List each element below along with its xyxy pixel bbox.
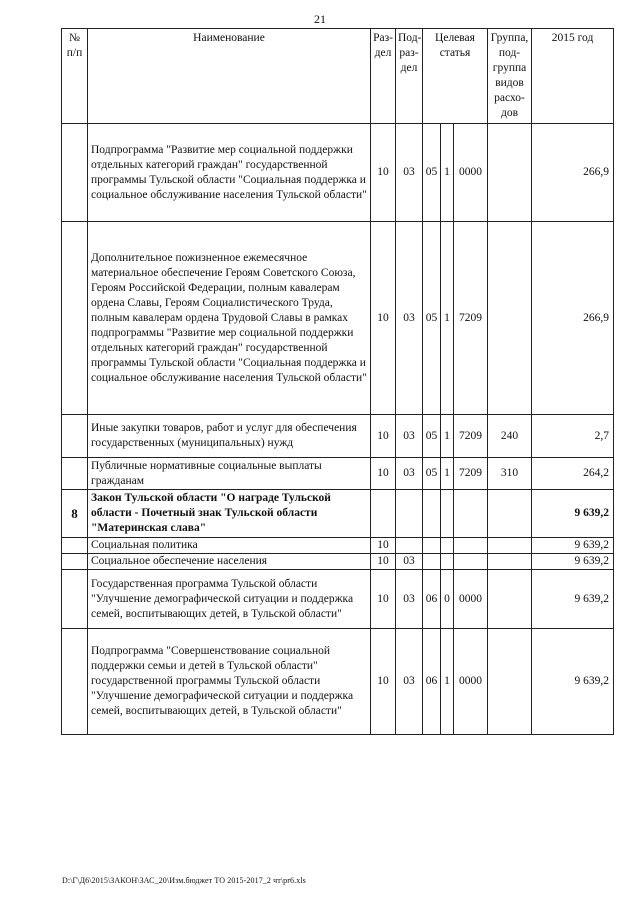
table-row: [62, 538, 614, 554]
header-razdel: Раз-дел: [371, 29, 396, 124]
row-target-code: [454, 554, 488, 570]
row-target-subprogram: [441, 490, 454, 538]
row-razdel: 10: [371, 458, 396, 490]
header-group: Группа, под-группа видов расхо-дов: [488, 29, 532, 124]
row-target-code: 7209: [454, 222, 488, 415]
budget-table: [61, 28, 614, 735]
row-target-code: 0000: [454, 124, 488, 222]
row-podrazdel: 03: [396, 415, 423, 458]
table-row: [62, 222, 614, 415]
table-header: [62, 29, 614, 124]
table-row: [62, 554, 614, 570]
row-name: Иные закупки товаров, работ и услуг для обеспечения государственных (муниципальных) нужд: [88, 415, 371, 458]
row-group: 310: [488, 458, 532, 490]
row-podrazdel: [396, 538, 423, 554]
row-target-program: [423, 490, 441, 538]
table-row: [62, 124, 614, 222]
row-amount: 264,2: [532, 458, 614, 490]
row-target-program: 05: [423, 124, 441, 222]
header-year: 2015 год: [532, 29, 614, 124]
row-target-program: 06: [423, 570, 441, 629]
row-amount: 9 639,2: [532, 538, 614, 554]
row-razdel: 10: [371, 124, 396, 222]
row-razdel: 10: [371, 629, 396, 735]
row-num: [62, 538, 88, 554]
row-num: [62, 124, 88, 222]
row-target-subprogram: 1: [441, 458, 454, 490]
row-group: [488, 629, 532, 735]
row-num: [62, 458, 88, 490]
row-num: [62, 554, 88, 570]
row-amount: 2,7: [532, 415, 614, 458]
row-target-subprogram: 1: [441, 124, 454, 222]
row-podrazdel: 03: [396, 554, 423, 570]
row-amount: 9 639,2: [532, 554, 614, 570]
row-num: [62, 629, 88, 735]
row-group: [488, 570, 532, 629]
row-podrazdel: 03: [396, 570, 423, 629]
header-podrazdel: Под-раз-дел: [396, 29, 423, 124]
row-target-program: 06: [423, 629, 441, 735]
row-name: Публичные нормативные социальные выплаты гражданам: [88, 458, 371, 490]
row-podrazdel: 03: [396, 629, 423, 735]
row-name: Социальная политика: [88, 538, 371, 554]
row-group: 240: [488, 415, 532, 458]
row-group: [488, 490, 532, 538]
row-target-subprogram: [441, 538, 454, 554]
row-podrazdel: 03: [396, 222, 423, 415]
row-group: [488, 554, 532, 570]
row-razdel: 10: [371, 538, 396, 554]
header-target: Целевая статья: [423, 29, 488, 124]
row-target-code: [454, 538, 488, 554]
row-target-subprogram: 1: [441, 415, 454, 458]
row-target-code: 7209: [454, 458, 488, 490]
row-num: 8: [62, 490, 88, 538]
row-name: Закон Тульской области "О награде Тульской области - Почетный знак Тульской области "Материнская слава": [88, 490, 371, 538]
row-num: [62, 570, 88, 629]
header-num: № п/п: [62, 29, 88, 124]
row-podrazdel: [396, 490, 423, 538]
row-group: [488, 222, 532, 415]
row-razdel: 10: [371, 415, 396, 458]
row-amount: 9 639,2: [532, 570, 614, 629]
row-name: Социальное обеспечение населения: [88, 554, 371, 570]
row-target-subprogram: 0: [441, 570, 454, 629]
row-target-code: 0000: [454, 570, 488, 629]
row-target-program: 05: [423, 458, 441, 490]
page-number: 21: [314, 12, 326, 26]
row-target-code: 7209: [454, 415, 488, 458]
row-target-subprogram: 1: [441, 222, 454, 415]
row-target-subprogram: 1: [441, 629, 454, 735]
row-target-program: [423, 554, 441, 570]
file-path-footer: D:\Г\Д6\2015\ЗАКОН\ЗАС_20\Изм.бюджет ТО 2015-2017_2 чт\pr6.xls: [62, 876, 306, 885]
row-razdel: [371, 490, 396, 538]
row-podrazdel: 03: [396, 124, 423, 222]
row-group: [488, 124, 532, 222]
row-name: Подпрограмма "Развитие мер социальной поддержки отдельных категорий граждан" государственной программы Тульской области "Социальная поддержка и социальное обслуживание населения Тульской области": [88, 124, 371, 222]
row-amount: 266,9: [532, 124, 614, 222]
row-target-program: 05: [423, 222, 441, 415]
table-row: [62, 458, 614, 490]
row-razdel: 10: [371, 222, 396, 415]
row-amount: 9 639,2: [532, 490, 614, 538]
row-target-program: [423, 538, 441, 554]
row-amount: 266,9: [532, 222, 614, 415]
row-amount: 9 639,2: [532, 629, 614, 735]
row-target-program: 05: [423, 415, 441, 458]
row-razdel: 10: [371, 554, 396, 570]
row-num: [62, 222, 88, 415]
row-target-code: [454, 490, 488, 538]
row-name: Подпрограмма "Совершенствование социальной поддержки семьи и детей в Тульской области" государственной программы Тульской области "Улучшение демографической ситуации и поддержка семей, воспитывающих детей, в Тульской области": [88, 629, 371, 735]
row-podrazdel: 03: [396, 458, 423, 490]
row-num: [62, 415, 88, 458]
table-row: [62, 629, 614, 735]
row-name: Дополнительное пожизненное ежемесячное материальное обеспечение Героям Советского Союза, Героям Российской Федерации, полным кавалерам ордена Славы, Героям Социалистического Труда, полным кавалерам ордена Трудовой Славы в рамках подпрограммы "Развитие мер социальной поддержки отдельных категорий граждан" государственной программы Тульской области "Социальная поддержка и социальное обслуживание населения Тульской области": [88, 222, 371, 415]
row-target-subprogram: [441, 554, 454, 570]
table-row: [62, 570, 614, 629]
row-target-code: 0000: [454, 629, 488, 735]
table-row: [62, 415, 614, 458]
row-group: [488, 538, 532, 554]
row-razdel: 10: [371, 570, 396, 629]
header-name: Наименование: [88, 29, 371, 124]
table-row: [62, 490, 614, 538]
row-name: Государственная программа Тульской области "Улучшение демографической ситуации и поддержка семей, воспитывающих детей, в Тульской области": [88, 570, 371, 629]
